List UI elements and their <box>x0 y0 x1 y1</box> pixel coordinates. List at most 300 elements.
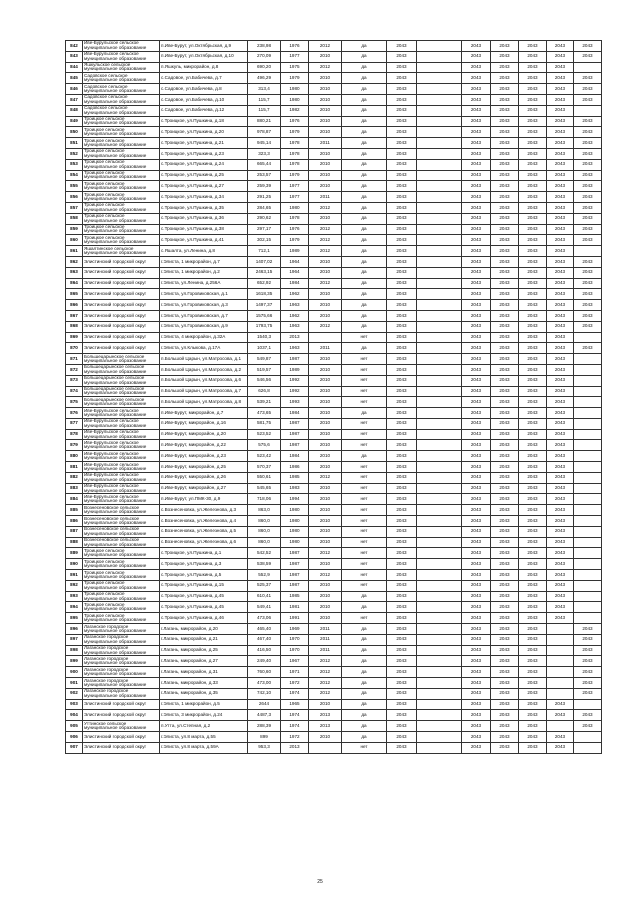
value-cell: 2043 <box>462 202 491 213</box>
value-cell: 2010 <box>309 494 342 505</box>
value-cell: 2010 <box>309 105 342 116</box>
value-cell <box>417 591 462 602</box>
value-cell: 2043 <box>462 397 491 408</box>
row-number-cell: 906 <box>66 732 83 743</box>
value-cell: нет <box>342 613 387 624</box>
value-cell: 1984 <box>281 278 309 289</box>
value-cell: 2043 <box>462 289 491 300</box>
value-cell: 2043 <box>462 332 491 343</box>
value-cell: да <box>342 256 387 267</box>
value-cell: 2043 <box>547 84 574 95</box>
value-cell: 1983 <box>281 483 309 494</box>
row-number-cell: 858 <box>66 213 83 224</box>
value-cell <box>417 94 462 105</box>
value-cell: 2043 <box>547 105 574 116</box>
value-cell: да <box>342 321 387 332</box>
row-number-cell: 860 <box>66 235 83 246</box>
value-cell: 1980 <box>281 94 309 105</box>
table-row <box>66 483 602 494</box>
value-cell <box>417 699 462 710</box>
address-cell: с.Троицкое, ул.Пушкина, д.36 <box>160 213 248 224</box>
value-cell: 2043 <box>462 591 491 602</box>
value-cell: 575,6 <box>248 440 281 451</box>
value-cell: 2043 <box>462 667 491 678</box>
value-cell: да <box>342 116 387 127</box>
address-cell: с.Троицкое, ул.Пушкина, д.18 <box>160 116 248 127</box>
row-number-cell: 857 <box>66 202 83 213</box>
municipality-cell: Иве-Бурульское сельское муниципальное образование <box>83 418 160 429</box>
value-cell <box>417 343 462 354</box>
value-cell <box>417 51 462 62</box>
table-row <box>66 246 602 257</box>
value-cell: 2010 <box>309 127 342 138</box>
value-cell: 2043 <box>491 440 519 451</box>
value-cell: 249,40 <box>248 656 281 667</box>
value-cell: 2011 <box>309 192 342 203</box>
value-cell: 712,1 <box>248 246 281 257</box>
value-cell: да <box>342 678 387 689</box>
municipality-cell: Лаганское городское муниципальное образование <box>83 688 160 699</box>
value-cell: 2043 <box>574 310 602 321</box>
address-cell: п.Иве-Бурут, микрорайон, д.22 <box>160 440 248 451</box>
value-cell: 1980 <box>281 526 309 537</box>
value-cell: 2043 <box>387 300 417 311</box>
value-cell <box>417 300 462 311</box>
value-cell: 2043 <box>462 472 491 483</box>
municipality-cell: Лаганское городское муниципальное образование <box>83 634 160 645</box>
value-cell: 538,59 <box>248 559 281 570</box>
table-row <box>66 256 602 267</box>
value-cell: нет <box>342 332 387 343</box>
value-cell: 2043 <box>491 246 519 257</box>
row-number-cell: 849 <box>66 116 83 127</box>
value-cell: 2043 <box>547 364 574 375</box>
value-cell <box>417 84 462 95</box>
address-cell: с.Троицкое, ул.Пушкина, д.46 <box>160 613 248 624</box>
value-cell: нет <box>342 516 387 527</box>
value-cell: 2043 <box>547 159 574 170</box>
value-cell <box>417 688 462 699</box>
address-cell: с.Садовое, ул.Бабичева, д.8 <box>160 84 248 95</box>
value-cell: 2043 <box>387 246 417 257</box>
table-row <box>66 181 602 192</box>
value-cell: да <box>342 94 387 105</box>
value-cell: 953,3 <box>248 742 281 753</box>
value-cell: да <box>342 656 387 667</box>
value-cell: 2043 <box>387 202 417 213</box>
value-cell: 2043 <box>519 310 547 321</box>
value-cell: 2043 <box>387 462 417 473</box>
value-cell: 2043 <box>547 138 574 149</box>
table-row <box>66 148 602 159</box>
value-cell <box>417 516 462 527</box>
table-row <box>66 570 602 581</box>
address-cell: г.Элиста, ул.Горовиковская, д.3 <box>160 300 248 311</box>
value-cell <box>574 418 602 429</box>
table-row <box>66 688 602 699</box>
municipality-cell: Лаганское городское муниципальное образование <box>83 624 160 635</box>
value-cell: 525,37 <box>248 580 281 591</box>
table-row <box>66 516 602 527</box>
value-cell: 1993 <box>281 397 309 408</box>
value-cell: 1987 <box>281 559 309 570</box>
address-cell: с.Троицкое, ул.Пушкина, д.3 <box>160 559 248 570</box>
municipality-cell: Элистинский городской округ <box>83 742 160 753</box>
row-number-cell: 856 <box>66 192 83 203</box>
table-row <box>66 462 602 473</box>
table-row <box>66 742 602 753</box>
municipality-cell: Троицкое сельское муниципальное образование <box>83 602 160 613</box>
value-cell: 2043 <box>462 224 491 235</box>
value-cell: 2043 <box>491 602 519 613</box>
value-cell: 2010 <box>309 213 342 224</box>
table-row <box>66 105 602 116</box>
value-cell: 2043 <box>574 634 602 645</box>
municipality-cell: Троицкое сельское муниципальное образование <box>83 591 160 602</box>
value-cell: 2043 <box>387 440 417 451</box>
value-cell: 1978 <box>281 138 309 149</box>
value-cell: 1969 <box>281 624 309 635</box>
value-cell: 2043 <box>491 429 519 440</box>
row-number-cell: 888 <box>66 537 83 548</box>
value-cell <box>417 505 462 516</box>
value-cell: да <box>342 289 387 300</box>
row-number-cell: 864 <box>66 278 83 289</box>
value-cell: 2010 <box>309 526 342 537</box>
value-cell: 1991 <box>281 613 309 624</box>
value-cell <box>574 375 602 386</box>
value-cell: 665,44 <box>248 159 281 170</box>
row-number-cell: 871 <box>66 354 83 365</box>
value-cell: 2043 <box>387 148 417 159</box>
value-cell: 2043 <box>387 289 417 300</box>
value-cell <box>574 408 602 419</box>
value-cell: 1994 <box>281 494 309 505</box>
value-cell: 2043 <box>519 397 547 408</box>
value-cell <box>574 440 602 451</box>
value-cell: 2043 <box>491 721 519 732</box>
row-number-cell: 904 <box>66 710 83 721</box>
value-cell: 2043 <box>519 375 547 386</box>
row-number-cell: 854 <box>66 170 83 181</box>
table-row <box>66 127 602 138</box>
municipality-cell: Элистинский городской округ <box>83 289 160 300</box>
municipality-cell: Иве-Бурульское сельское муниципальное образование <box>83 451 160 462</box>
value-cell: 1979 <box>281 235 309 246</box>
value-cell: 2043 <box>519 138 547 149</box>
row-number-cell: 901 <box>66 678 83 689</box>
value-cell: 416,50 <box>248 645 281 656</box>
address-cell: с.Троицкое, ул.Пушкина, д.38 <box>160 224 248 235</box>
table-row <box>66 364 602 375</box>
row-number-cell: 855 <box>66 181 83 192</box>
row-number-cell: 889 <box>66 548 83 559</box>
table-row <box>66 505 602 516</box>
value-cell: 2043 <box>519 494 547 505</box>
value-cell: 742,10 <box>248 688 281 699</box>
value-cell: 2043 <box>462 494 491 505</box>
value-cell: 2043 <box>491 224 519 235</box>
row-number-cell: 878 <box>66 429 83 440</box>
municipality-cell: Троицкое сельское муниципальное образование <box>83 181 160 192</box>
value-cell: 2043 <box>519 732 547 743</box>
row-number-cell: 868 <box>66 321 83 332</box>
value-cell <box>417 256 462 267</box>
value-cell: 2043 <box>519 386 547 397</box>
value-cell: 1987 <box>281 548 309 559</box>
value-cell <box>547 645 574 656</box>
value-cell <box>574 732 602 743</box>
value-cell: 2043 <box>519 84 547 95</box>
value-cell: 1977 <box>281 51 309 62</box>
value-cell <box>417 202 462 213</box>
value-cell <box>574 429 602 440</box>
value-cell: 2043 <box>574 84 602 95</box>
value-cell: 2043 <box>519 267 547 278</box>
value-cell: да <box>342 310 387 321</box>
value-cell: 115,7 <box>248 94 281 105</box>
row-number-cell: 866 <box>66 300 83 311</box>
address-cell: п.Большой Царын, ул.Матросова, д.1 <box>160 354 248 365</box>
value-cell: 2012 <box>309 688 342 699</box>
value-cell <box>417 462 462 473</box>
value-cell <box>417 418 462 429</box>
value-cell: 1972 <box>281 732 309 743</box>
municipality-cell: Большецарынское сельское муниципальное образование <box>83 386 160 397</box>
value-cell: 2043 <box>387 73 417 84</box>
row-number-cell: 876 <box>66 408 83 419</box>
value-cell: 2043 <box>547 440 574 451</box>
address-cell: п.Иве-Бурут, микрорайон, д.25 <box>160 462 248 473</box>
value-cell <box>574 526 602 537</box>
value-cell: 2043 <box>387 516 417 527</box>
address-cell: п.Иве-Бурут, ул.ПМК-30, д.9 <box>160 494 248 505</box>
address-cell: г.Элиста, ул.Клыкова, д.17А <box>160 343 248 354</box>
value-cell <box>417 213 462 224</box>
table-row <box>66 94 602 105</box>
value-cell: 2043 <box>387 192 417 203</box>
value-cell: 2043 <box>574 624 602 635</box>
value-cell: 2043 <box>462 516 491 527</box>
value-cell <box>417 332 462 343</box>
value-cell: 1793,75 <box>248 321 281 332</box>
value-cell: 652,92 <box>248 278 281 289</box>
value-cell: 863,0 <box>248 505 281 516</box>
address-cell: п.Иве-Бурут, ул.Октябрьская, д.10 <box>160 51 248 62</box>
table-row <box>66 375 602 386</box>
address-cell: г.Элиста, ул.Горовиковская, д.1 <box>160 289 248 300</box>
row-number-cell: 865 <box>66 289 83 300</box>
row-number-cell: 897 <box>66 634 83 645</box>
value-cell: 2043 <box>547 397 574 408</box>
value-cell: 519,57 <box>248 364 281 375</box>
row-number-cell: 844 <box>66 62 83 73</box>
value-cell <box>574 613 602 624</box>
value-cell: 2043 <box>519 516 547 527</box>
value-cell <box>417 278 462 289</box>
value-cell <box>417 408 462 419</box>
value-cell: 1970 <box>281 634 309 645</box>
value-cell: 2043 <box>387 451 417 462</box>
value-cell: 1975 <box>281 62 309 73</box>
value-cell: 2010 <box>309 591 342 602</box>
value-cell: 1989 <box>281 364 309 375</box>
value-cell: 2043 <box>547 289 574 300</box>
value-cell: 2043 <box>519 354 547 365</box>
table-row <box>66 440 602 451</box>
value-cell: 1972 <box>281 678 309 689</box>
value-cell <box>417 105 462 116</box>
value-cell: 2043 <box>547 559 574 570</box>
value-cell <box>417 570 462 581</box>
value-cell: 2043 <box>462 278 491 289</box>
value-cell: нет <box>342 354 387 365</box>
row-number-cell: 843 <box>66 51 83 62</box>
value-cell: 2043 <box>387 472 417 483</box>
value-cell: 2043 <box>574 138 602 149</box>
table-row <box>66 332 602 343</box>
value-cell: 2043 <box>491 483 519 494</box>
value-cell: 2043 <box>519 73 547 84</box>
value-cell: 2043 <box>574 278 602 289</box>
table-row <box>66 267 602 278</box>
value-cell <box>574 246 602 257</box>
value-cell: 2011 <box>309 645 342 656</box>
address-cell: г.Элиста, ул.Ленина, д.256А <box>160 278 248 289</box>
value-cell: да <box>342 181 387 192</box>
row-number-cell: 870 <box>66 343 83 354</box>
value-cell <box>417 494 462 505</box>
value-cell: 2010 <box>309 613 342 624</box>
municipality-cell: Яшкульское сельское муниципальное образование <box>83 62 160 73</box>
value-cell: 860,0 <box>248 526 281 537</box>
value-cell: 2012 <box>309 472 342 483</box>
value-cell: 2010 <box>309 386 342 397</box>
value-cell: 2043 <box>387 267 417 278</box>
value-cell: 2043 <box>387 699 417 710</box>
row-number-cell: 881 <box>66 462 83 473</box>
value-cell <box>417 289 462 300</box>
value-cell: 2043 <box>519 246 547 257</box>
table-row <box>66 548 602 559</box>
value-cell: нет <box>342 429 387 440</box>
value-cell: 2043 <box>519 300 547 311</box>
value-cell: 2043 <box>387 710 417 721</box>
table-row <box>66 41 602 52</box>
value-cell: 2043 <box>462 213 491 224</box>
value-cell <box>417 613 462 624</box>
municipality-cell: Троицкое сельское муниципальное образование <box>83 192 160 203</box>
row-number-cell: 874 <box>66 386 83 397</box>
municipality-cell: Троицкое сельское муниципальное образование <box>83 548 160 559</box>
value-cell: 2043 <box>519 645 547 656</box>
row-number-cell: 882 <box>66 472 83 483</box>
value-cell: 2043 <box>547 483 574 494</box>
value-cell: 2043 <box>547 386 574 397</box>
table-row <box>66 192 602 203</box>
value-cell <box>417 429 462 440</box>
value-cell <box>574 397 602 408</box>
value-cell <box>417 224 462 235</box>
value-cell: 2043 <box>387 602 417 613</box>
address-cell: с.Троицкое, ул.Пушкина, д.20 <box>160 127 248 138</box>
municipality-cell: Элистинский городской округ <box>83 267 160 278</box>
value-cell <box>574 332 602 343</box>
value-cell: 302,15 <box>248 235 281 246</box>
row-number-cell: 905 <box>66 721 83 732</box>
value-cell: 2043 <box>574 116 602 127</box>
value-cell: 2043 <box>462 94 491 105</box>
value-cell: нет <box>342 472 387 483</box>
value-cell: 2043 <box>491 408 519 419</box>
value-cell: 2043 <box>462 483 491 494</box>
value-cell: 2043 <box>387 321 417 332</box>
value-cell: 270,09 <box>248 51 281 62</box>
value-cell: 2043 <box>462 440 491 451</box>
value-cell: 2043 <box>547 408 574 419</box>
municipality-cell: Большецарынское сельское муниципальное образование <box>83 375 160 386</box>
value-cell: 2043 <box>547 235 574 246</box>
value-cell: 2043 <box>462 310 491 321</box>
value-cell: 1977 <box>281 181 309 192</box>
table-row <box>66 235 602 246</box>
value-cell: 284,65 <box>248 202 281 213</box>
value-cell: 2043 <box>491 591 519 602</box>
row-number-cell: 887 <box>66 526 83 537</box>
value-cell: 1976 <box>281 224 309 235</box>
value-cell: 2043 <box>462 570 491 581</box>
table-row <box>66 159 602 170</box>
address-cell: с.Садовое, ул.Бабичева, д.12 <box>160 105 248 116</box>
value-cell: 2043 <box>387 591 417 602</box>
value-cell: 2043 <box>387 742 417 753</box>
address-cell: п.Иве-Бурут, микрорайон, д.26 <box>160 472 248 483</box>
row-number-cell: 896 <box>66 624 83 635</box>
value-cell <box>417 41 462 52</box>
row-number-cell: 869 <box>66 332 83 343</box>
value-cell: 253,57 <box>248 170 281 181</box>
value-cell <box>417 721 462 732</box>
value-cell: 2043 <box>519 613 547 624</box>
value-cell: 2012 <box>309 548 342 559</box>
value-cell: 2043 <box>462 742 491 753</box>
value-cell: 2043 <box>462 678 491 689</box>
value-cell: 1979 <box>281 127 309 138</box>
address-cell: г.Элиста, 1 микрорайон, д.5 <box>160 699 248 710</box>
value-cell: 2043 <box>491 364 519 375</box>
value-cell: 2043 <box>519 127 547 138</box>
value-cell: 2043 <box>519 440 547 451</box>
value-cell: 1992 <box>281 375 309 386</box>
value-cell: 1982 <box>281 105 309 116</box>
value-cell: 2010 <box>309 289 342 300</box>
value-cell: 549,87 <box>248 354 281 365</box>
value-cell: 1978 <box>281 159 309 170</box>
value-cell: 1987 <box>281 418 309 429</box>
value-cell: 2043 <box>574 41 602 52</box>
value-cell <box>574 505 602 516</box>
value-cell: 465,40 <box>248 624 281 635</box>
value-cell: 2010 <box>309 440 342 451</box>
value-cell: 2043 <box>387 656 417 667</box>
value-cell: 2043 <box>547 213 574 224</box>
municipality-cell: Троицкое сельское муниципальное образование <box>83 202 160 213</box>
value-cell: 1979 <box>281 170 309 181</box>
value-cell: 2043 <box>547 51 574 62</box>
value-cell: 2043 <box>547 462 574 473</box>
municipality-cell: Троицкое сельское муниципальное образование <box>83 580 160 591</box>
address-cell: п.Иве-Бурут, микрорайон, д.7 <box>160 408 248 419</box>
